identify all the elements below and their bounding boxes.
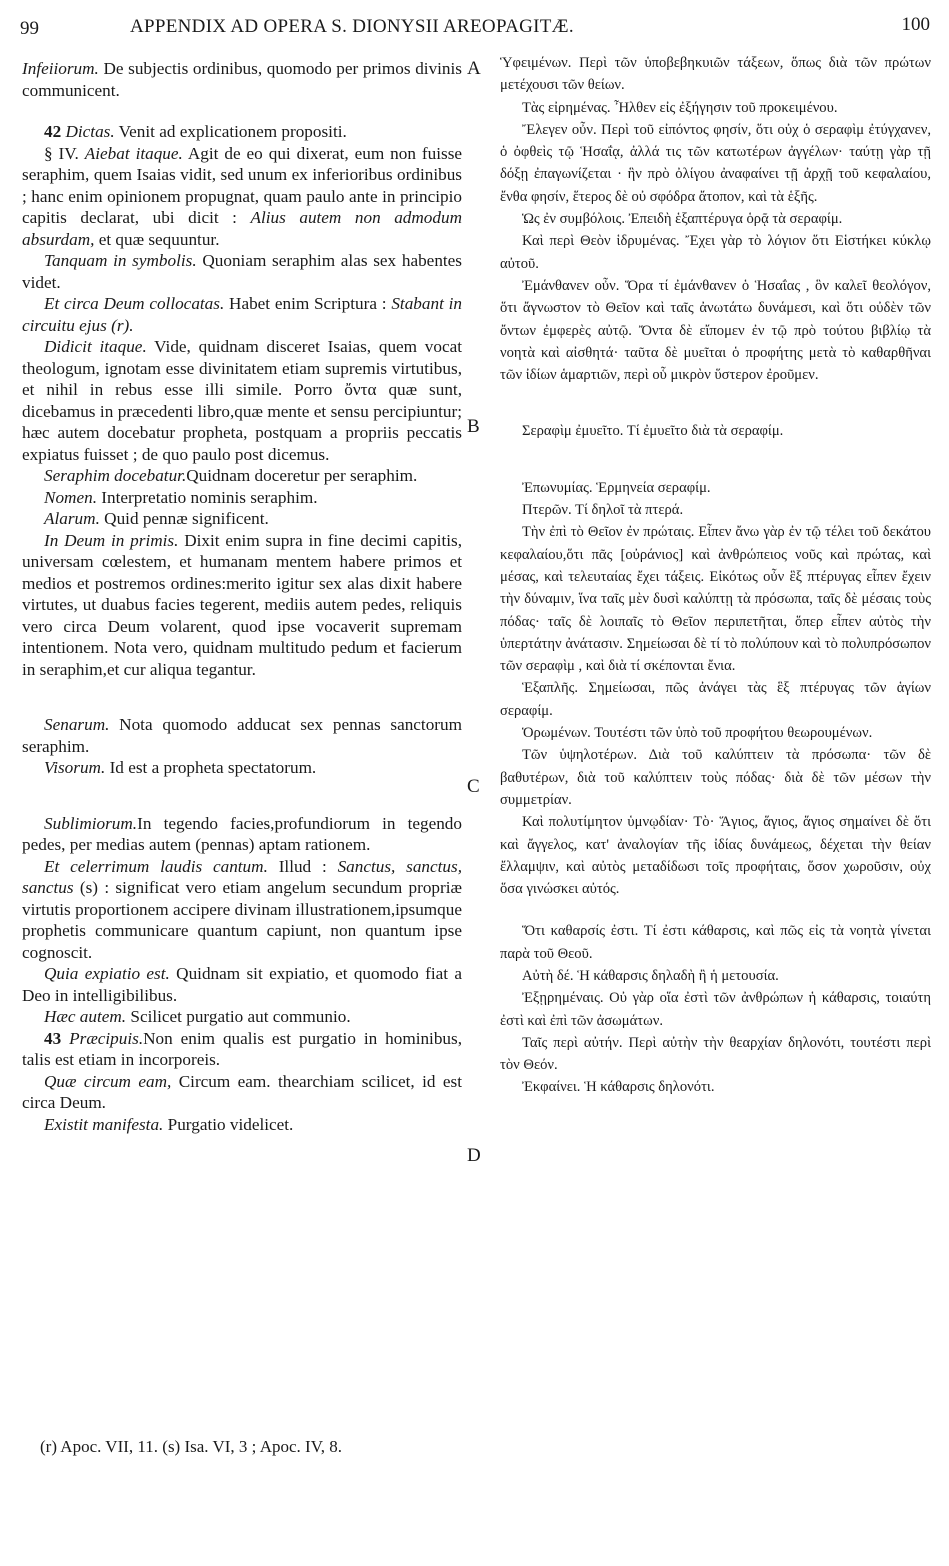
greek-paragraph: Καὶ περὶ Θεὸν ἱδρυμένας. Ἔχει γὰρ τὸ λόγιον ὅτι Εἱστήκει κύκλῳ αὐτοῦ. (500, 233, 931, 272)
latin-paragraph: Sublimiorum.In tegendo facies,profundiorum in tegendo pedes, per medias autem (pennas) aptam rationem. (22, 813, 462, 854)
greek-paragraph: Ὅτι καθαρσίς ἐστι. Τί ἐστι κάθαρσις, καὶ πῶς εἰς τὰ νοητὰ γίνεται παρὰ τοῦ Θεοῦ. (500, 923, 931, 962)
greek-paragraph: Τὰς εἰρημένας. Ἦλθεν εἰς ἐξήγησιν τοῦ προκειμένου. (522, 99, 838, 116)
greek-paragraph: Σεραφὶμ ἐμυεῖτο. Τί ἐμυεῖτο διὰ τὰ σεραφίμ. (522, 423, 784, 440)
latin-paragraph: Existit manifesta. Purgatio videlicet. (44, 1114, 294, 1134)
latin-paragraph: Senarum. Nota quomodo adducat sex pennas sanctorum seraphim. (22, 715, 462, 756)
latin-paragraph: Hæc autem. Scilicet purgatio aut communio. (44, 1007, 351, 1026)
latin-paragraph: Quia expiatio est. Quidnam sit expiatio, et quomodo fiat a Deo in intelligibilibus. (22, 964, 462, 1005)
greek-paragraph: Ἑξαπλῆς. Σημείωσαι, πῶς ἀνάγει τὰς ἓξ πτέρυγας τῶν ἁγίων σεραφίμ. (500, 680, 931, 719)
margin-marker-c: C (467, 776, 480, 797)
latin-paragraph: Infeiiorum. De subjectis ordinibus, quomodo per primos divinis communicent. (22, 59, 462, 100)
latin-paragraph: Nomen. Interpretatio nominis seraphim. (44, 487, 318, 507)
greek-paragraph: Καὶ πολυτίμητον ὑμνῳδίαν· Τὸ· Ἅγιος, ἅγιος, ἅγιος σημαίνει δὲ ὅτι καὶ ἄγγελος, κατ' ἀναλογίαν τῆς ἰδίας δυνάμεως, δέχεται τὴν θείαν ἔλλαμψιν, καὶ αὐτὸς μεταδίδωσι τοῖς προφήταις, ὅσον χωροῦσιν, οὐχ ὅσα γινώσκει αὐτός. (500, 814, 931, 898)
latin-paragraph: Alarum. Quid pennæ significent. (44, 509, 269, 528)
latin-paragraph: Quæ circum eam, Circum eam. thearchiam scilicet, id est circa Deum. (22, 1071, 462, 1112)
latin-paragraph: Et circa Deum collocatas. Habet enim Scriptura : Stabant in circuitu ejus (r). (22, 294, 462, 335)
latin-paragraph: In Deum in primis. Dixit enim supra in fine decimi capitis, universam cœlestem, et humanam mentem habere primos et medios et postremos ordines:merito igitur sex alas dixit habere virtutes, ut duabus facies tegerent, mediis autem pedes, reliquis vero circa Deum volarent, quod ipse vocaverit supremam intentionem. Nota vero, quidnam multitudo pedum et facierum in seraphim,et cur aliqua tegantur. (22, 530, 462, 679)
page-number-right: 100 (901, 14, 930, 35)
greek-paragraph: Ταῖς περὶ αὐτήν. Περὶ αὐτὴν τὴν θεαρχίαν δηλονότι, τουτέστι περὶ τὸν Θεόν. (500, 1034, 931, 1074)
latin-column (22, 58, 462, 1135)
latin-paragraph: Tanquam in symbolis. Quoniam seraphim alas sex habentes videt. (22, 251, 462, 292)
greek-paragraph: Ἐξῃρημέναις. Οὐ γὰρ οἵα ἐστὶ τῶν ἀνθρώπων ἡ κάθαρσις, τοιαύτη ἐστὶ καὶ ἐπὶ τῶν ἀσωμάτων. (500, 990, 931, 1029)
latin-paragraph: Visorum. Id est a propheta spectatorum. (44, 758, 317, 777)
latin-paragraph: § IV. Aiebat itaque. Agit de eo qui dixerat, eum non fuisse seraphim, quem Isaias vidit, sed unum ex inferioribus ordinibus ; hanc enim opinionem propugnat, quam paulo ante in principio capitis declarat, ubi dicit : Alius autem non admodum absurdam, et quæ sequuntur. (22, 143, 463, 249)
greek-column (500, 52, 931, 1099)
greek-paragraph: Ἐκφαίνει. Ἡ κάθαρσις δηλονότι. (522, 1079, 715, 1096)
latin-paragraph: Et celerrimum laudis cantum. Illud : Sanctus, sanctus, sanctus (s) : significat vero etiam angelum secundum propriæ virtutis proportionem accipere divinam illustrationem,ipsumque prophetis communicare quantum capiunt, non quantum ipse cognoscit. (22, 856, 463, 962)
latin-paragraph: 43 Præcipuis.Non enim qualis est purgatio in hominibus, talis est etiam in incorporeis. (22, 1028, 463, 1069)
greek-paragraph: Αὐτὴ δέ. Ἡ κάθαρσις δηλαδὴ ἢ ἡ μετουσία. (522, 967, 779, 984)
greek-paragraph: Πτερῶν. Τί δηλοῖ τὰ πτερά. (522, 502, 684, 519)
margin-marker-b: B (467, 416, 480, 437)
footnote: (r) Apoc. VII, 11. (s) Isa. VI, 3 ; Apoc. IV, 8. (40, 1437, 343, 1456)
page-header (20, 10, 930, 40)
greek-paragraph: Ἐμάνθανεν οὖν. Ὅρα τί ἐμάνθανεν ὁ Ἡσαΐας , ὃν καλεῖ θεολόγον, ὅτι ἄγνωστον τὸ Θεῖον καὶ ταῖς ἀνωτάτω δυνάμεσι, καὶ ὅτι οὐδὲν τῶν ὄντων ἐμφερὲς αὐτῷ. Ὄντα δὲ εἴπομεν ἐν τῷ πρὸ τούτου βιβλίῳ τὰ νοητὰ καὶ αἰσθητά· ταῦτα δὲ μυεῖται ὁ προφήτης μετὰ τὸ καθαρθῆναι τῶν ἰδίων ἁμαρτιῶν, περὶ οὗ μικρὸν ὕστερον ἐροῦμεν. (500, 277, 931, 384)
latin-paragraph: Seraphim docebatur.Quidnam doceretur per seraphim. (44, 466, 418, 485)
greek-paragraph: Ἔλεγεν οὖν. Περὶ τοῦ εἰπόντος φησίν, ὅτι οὐχ ὁ σεραφὶμ ἐτύγχανεν, ὁ ὀφθεὶς τῷ Ἡσαΐᾳ, ἀλλά τις τῶν κατωτέρων ἀγγέλων· ταύτῃ γὰρ τῇ δόξῃ ἐπαγωνίζεται · ἣν πρὸ ὀλίγου ἀναφαίνει τῇ ἀρχῇ τοῦ κεφαλαίου, ἔνθα φησίν, ἕτερος δὲ οὐ σφόδρα ἄτοπον, καὶ τὰ ἑξῆς. (500, 121, 931, 205)
margin-marker-a: A (467, 58, 481, 79)
greek-paragraph: Ἐπωνυμίας. Ἑρμηνεία σεραφίμ. (522, 479, 711, 496)
greek-paragraph: Ὡς ἐν συμβόλοις. Ἐπειδὴ ἑξαπτέρυγα ὁρᾷ τὰ σεραφίμ. (522, 211, 843, 228)
latin-paragraph: Didicit itaque. Vide, quidnam disceret Isaias, quem vocat theologum, ignotam esse divinitatem etiam supremis virtutibus, et nihil in rebus esse illi simile. Porro ὄντα quæ sunt, dicebamus in præcedenti libro,quæ mente et sensu percipiuntur; hæc autem docebatur propheta, postquam a propriis peccatis expiatus fuisset ; de quo paulo post dicemus. (22, 337, 462, 464)
greek-paragraph: Ὁρωμένων. Τουτέστι τῶν ὑπὸ τοῦ προφήτου θεωρουμένων. (522, 725, 873, 742)
running-title: APPENDIX AD OPERA S. DIONYSII AREOPAGITÆ. (130, 16, 574, 37)
greek-paragraph: Τὴν ἐπὶ τὸ Θεῖον ἐν πρώταις. Εἶπεν ἄνω γὰρ ἐν τῷ τέλει τοῦ δεκάτου κεφαλαίου,ὅτι πᾶς [οὐράνιος] καὶ ἀνθρώπειος νοῦς καὶ πρώτας, καὶ μέσας, καὶ τελευταίας ἔχει τάξεις. Εἰκότως οὖν ἓξ πτέρυγας εἶπεν ἔχειν τὴν δύναμιν, ἵνα ταῖς μὲν δυσὶ καλύπτῃ τὰ πρόσωπα, ταῖς δὲ μέσαις τοὺς πόδας· ταῖς δὲ λοιπαῖς τὸ Θεῖον περιπετῆται, ὅπερ εἶπεν αὐτὸς τὴν ὑπερτάτην ἀνάτασιν. Σημείωσαι δὲ τί τὸ πολύπουν καὶ τὸ πολυπρόσωπον τῶν σεραφὶμ , καὶ διὰ τί σκέπονται ἔνια. (500, 524, 931, 675)
greek-paragraph: Ὑφειμένων. Περὶ τῶν ὑποβεβηκυιῶν τάξεων, ὅπως διὰ τῶν πρώτων μετέχουσι τῶν θείων. (500, 55, 931, 94)
greek-paragraph: Τῶν ὑψηλοτέρων. Διὰ τοῦ καλύπτειν τὰ πρόσωπα· τῶν δὲ βαθυτέρων, διὰ τοῦ καλύπτειν τοὺς πόδας· διὰ δὲ τῶν μέσων τὴν συμμετρίαν. (500, 747, 931, 808)
page-number-left: 99 (20, 18, 39, 39)
margin-marker-d: D (467, 1145, 481, 1166)
latin-paragraph: 42 Dictas. Venit ad explicationem propositi. (44, 122, 347, 141)
